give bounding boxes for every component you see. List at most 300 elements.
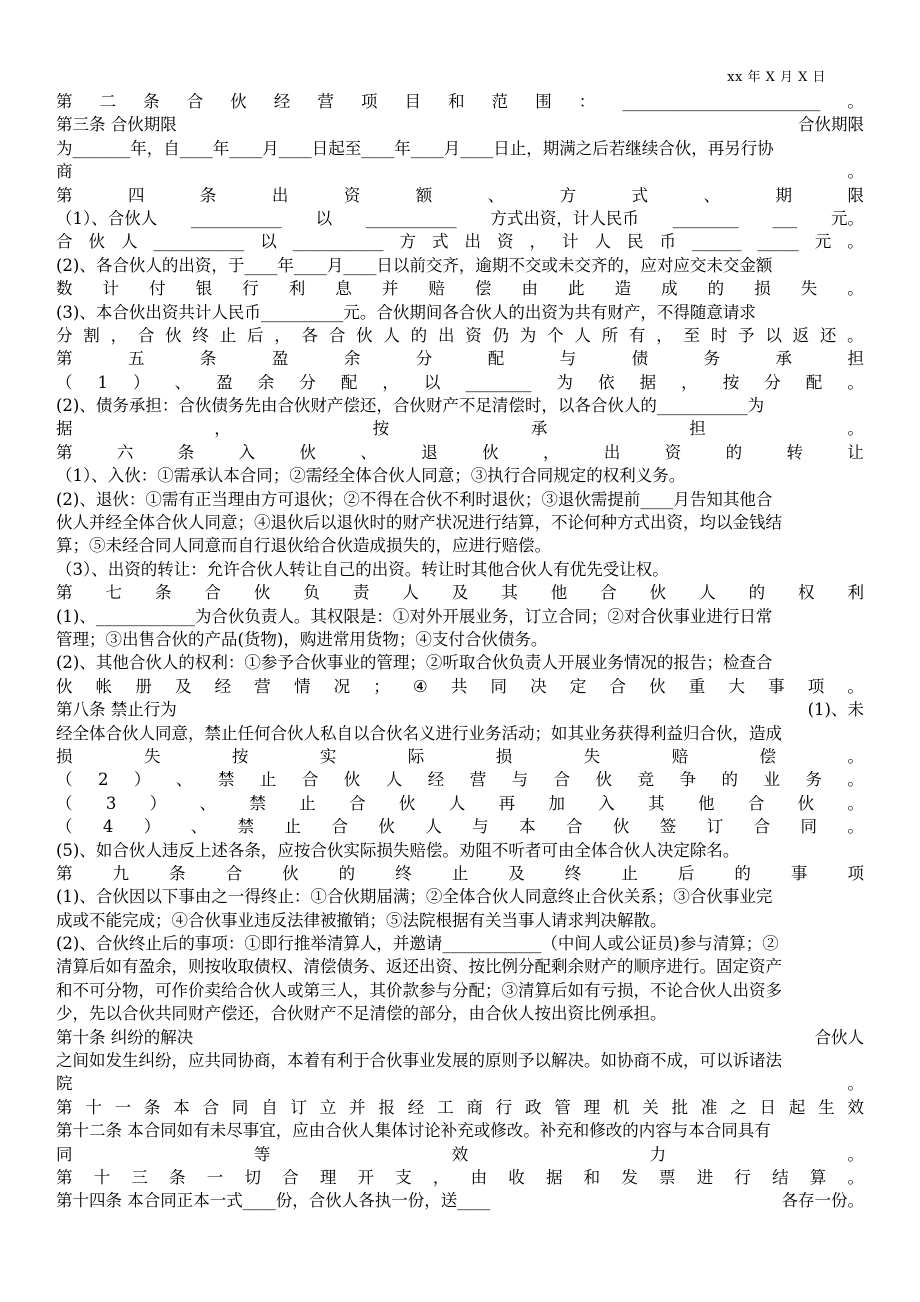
text-line — [56, 464, 864, 487]
text-segment: 的 — [707, 279, 725, 299]
text-segment: 止 — [299, 793, 316, 813]
text-segment: 第 — [56, 92, 73, 111]
text-line — [56, 651, 864, 674]
text-segment: 和 — [448, 92, 465, 111]
text-line — [56, 160, 864, 183]
text-segment: ___________ — [365, 208, 457, 228]
text-segment: ④ — [412, 676, 428, 696]
text-segment: 禁 — [217, 770, 235, 790]
text-line — [56, 558, 864, 581]
text-line — [56, 441, 864, 464]
text-segment: 业 — [763, 770, 780, 790]
text-segment: 成 — [661, 279, 678, 299]
text-segment: 各存一份。 — [781, 1191, 864, 1211]
text-segment: 生 — [818, 1097, 835, 1117]
text-segment: (1)、未 — [807, 700, 864, 720]
text-segment: 第 — [56, 863, 73, 883]
document-date: xx 年 X 月 X 日 — [727, 70, 826, 85]
text-segment: 盈 — [271, 349, 289, 369]
text-segment: 此 — [568, 279, 585, 299]
text-segment: 以 — [315, 208, 333, 228]
text-segment: 各 — [301, 325, 319, 345]
text-segment: 行 — [242, 279, 259, 299]
text-line — [56, 488, 864, 511]
text-segment: 利 — [847, 583, 864, 603]
text-segment: 依 — [598, 372, 615, 392]
text-segment: 个 — [547, 325, 564, 345]
text-segment: （ — [56, 817, 73, 837]
contract-body — [56, 90, 864, 1213]
text-segment: 按 — [231, 746, 249, 766]
text-segment: 人 — [594, 232, 611, 252]
text-segment: 和不可分物，可作价卖给合伙人或第三人，其价款参与分配；③清算后如有亏损，不论合伙人出资多 — [56, 980, 782, 1000]
text-segment: 目 — [404, 92, 421, 111]
text-segment: 本 — [173, 1097, 190, 1117]
text-segment: 等 — [253, 1144, 271, 1164]
text-segment: 伙 — [56, 676, 73, 696]
text-segment: 及 — [451, 583, 469, 603]
text-segment: 配 — [805, 372, 823, 392]
text-segment: 3 — [105, 793, 117, 813]
text-segment: 条 — [177, 442, 195, 462]
text-segment: 项 — [847, 863, 864, 883]
text-segment: 伙 — [253, 583, 271, 603]
text-segment: 院 — [56, 1074, 73, 1094]
text-segment: 数 — [56, 279, 73, 299]
text-line — [56, 745, 864, 768]
text-line — [56, 979, 864, 1002]
text-segment: 损 — [56, 746, 73, 766]
text-segment: 及 — [508, 863, 525, 883]
text-segment: 管 — [554, 1097, 571, 1117]
text-segment: 的 — [410, 325, 428, 345]
text-segment: (2)、债务承担：合伙债务先由合伙财产偿还，合伙财产不足清偿时，以各合伙人的___________为 — [56, 396, 765, 416]
text-segment: 第 — [56, 583, 73, 603]
text-segment: 合 — [301, 770, 319, 790]
text-segment: ， — [274, 325, 291, 345]
text-segment: 盈 — [216, 372, 233, 392]
text-segment: 机 — [612, 1097, 630, 1117]
text-segment: 第 — [56, 442, 73, 462]
text-segment: 按 — [722, 372, 740, 392]
text-segment: 终 — [564, 863, 582, 883]
text-segment: 。 — [847, 676, 864, 696]
text-segment: 合 — [328, 325, 346, 345]
text-segment: 按 — [372, 419, 390, 439]
text-segment: 所 — [601, 325, 619, 345]
text-segment: 伙 — [299, 442, 316, 462]
text-segment: 。 — [847, 1144, 864, 1164]
text-segment: 第 — [56, 349, 73, 369]
text-segment: 币 — [659, 232, 676, 252]
text-line — [56, 1143, 864, 1166]
text-segment: 政 — [525, 1097, 542, 1117]
text-segment: (1)、合伙因以下事由之一得终止：①合伙期届满；②全体合伙人同意终止合伙关系；③合伙事业完 — [56, 887, 773, 907]
text-segment: 决 — [530, 676, 547, 696]
text-segment: 第十二条 本合同如有未尽事宜，应由合伙人集体讨论补充或修改。补充和修改的内容与本合同具有 — [56, 1121, 771, 1141]
text-line — [56, 184, 864, 207]
text-segment: 合 — [186, 92, 204, 111]
text-segment: 后 — [246, 325, 264, 345]
text-segment: 结 — [772, 1167, 789, 1187]
text-segment: 合 — [331, 817, 348, 837]
text-segment: 割 — [83, 325, 100, 345]
text-segment: 关 — [642, 1097, 659, 1117]
text-segment: 担 — [847, 349, 864, 369]
text-line — [56, 207, 864, 230]
text-segment: 条 — [143, 1097, 161, 1117]
text-line — [56, 1119, 864, 1142]
text-segment: 伙人并经全体合伙人同意；④退伙后以退伙时的财产状况进行结算，不论何种方式出资，均以金钱结 — [56, 513, 782, 533]
text-segment: 损 — [754, 279, 771, 299]
text-segment: 。 — [847, 793, 864, 813]
text-segment: 人 — [574, 325, 591, 345]
text-segment: （3）、出资的转让：允许合伙人转让自己的出资。转让时其他合伙人有优先受让权。 — [56, 559, 669, 579]
text-segment: 伙 — [612, 817, 630, 837]
text-segment: 商 — [466, 1097, 483, 1117]
text-line — [56, 394, 864, 417]
text-segment: 第十条 纠纷的解决 — [56, 1027, 194, 1047]
text-segment: 负 — [303, 583, 320, 603]
text-line — [56, 347, 864, 370]
text-segment: 转 — [786, 442, 803, 462]
text-segment: 让 — [847, 442, 864, 462]
text-segment: 十 — [85, 1097, 102, 1117]
text-segment: （ — [56, 793, 73, 813]
text-segment: 际 — [407, 746, 425, 766]
text-segment: 力 — [649, 1144, 667, 1164]
text-line — [56, 254, 864, 277]
text-segment: 本 — [519, 817, 536, 837]
text-segment: 条 — [169, 1167, 186, 1187]
text-segment: ， — [656, 325, 673, 345]
text-line — [56, 581, 864, 604]
text-segment: 二 — [99, 92, 117, 111]
text-segment: 效 — [451, 1144, 469, 1164]
text-segment: 计 — [102, 279, 120, 299]
text-segment: ， — [543, 442, 560, 462]
text-segment: 止 — [259, 770, 277, 790]
text-segment: 事 — [768, 676, 785, 696]
text-segment: 债 — [631, 349, 649, 369]
text-line — [56, 137, 864, 160]
text-segment: 以 — [423, 372, 441, 392]
text-segment: 终 — [192, 325, 209, 345]
text-segment: 进 — [696, 1167, 714, 1187]
text-segment: 条 — [199, 185, 217, 205]
text-segment: 伙 — [378, 817, 395, 837]
text-segment: (2)、退伙：①需有正当理由方可退伙；②不得在合伙不利时退伙；③退伙需提前____月告知其他合 — [56, 489, 773, 509]
text-segment: 由 — [470, 1167, 488, 1187]
text-segment: （ — [56, 770, 73, 790]
text-segment: 失 — [583, 746, 601, 766]
text-segment: ________ — [465, 372, 532, 392]
text-segment: 分 — [415, 349, 433, 369]
text-segment: (1)、____________为合伙负责人。其权限是：①对外开展业务，订立合同；②对合伙事业进行日常 — [56, 606, 773, 626]
text-segment: ， — [529, 232, 546, 252]
text-segment: 禁 — [249, 793, 266, 813]
text-line — [56, 1072, 864, 1095]
text-segment: 伙 — [165, 325, 182, 345]
text-segment: 订 — [706, 817, 724, 837]
text-segment: 的 — [748, 583, 766, 603]
text-segment: 同 — [800, 817, 817, 837]
text-segment: 合 — [282, 1167, 299, 1187]
text-segment: 围 — [535, 92, 552, 111]
text-segment: 十 — [93, 1167, 111, 1187]
text-line — [56, 417, 864, 440]
text-segment: 有 — [628, 325, 646, 345]
text-segment: 资 — [664, 442, 682, 462]
text-segment: 合 — [600, 583, 617, 603]
text-segment: 同 — [490, 676, 508, 696]
text-segment: 权 — [798, 583, 815, 603]
text-segment: 伙 — [282, 863, 299, 883]
text-segment: 并 — [381, 279, 399, 299]
text-segment: 四 — [127, 185, 145, 205]
text-line — [56, 698, 864, 721]
text-segment: 他 — [550, 583, 568, 603]
text-line — [56, 113, 864, 136]
text-segment: 据 — [545, 1167, 563, 1187]
text-segment: 第 — [56, 1167, 73, 1187]
text-segment: 。 — [847, 92, 864, 111]
text-segment: 。 — [847, 162, 864, 182]
text-line — [56, 1026, 864, 1049]
text-segment: 。 — [847, 372, 864, 392]
text-segment: 、 — [487, 185, 505, 205]
text-line — [56, 1049, 864, 1072]
text-segment: ） — [143, 817, 161, 837]
text-segment: 第 — [56, 1097, 73, 1117]
text-segment: ________ — [672, 208, 739, 228]
text-segment: 帐 — [95, 676, 113, 696]
text-line — [56, 909, 864, 932]
text-segment: 方 — [399, 232, 416, 252]
text-segment: 伙 — [398, 793, 416, 813]
text-segment: 与 — [559, 349, 577, 369]
text-segment: 时 — [710, 325, 728, 345]
text-segment: 承 — [530, 419, 548, 439]
text-line — [56, 277, 864, 300]
text-segment: 。 — [847, 1167, 864, 1187]
text-segment: 册 — [135, 676, 152, 696]
text-segment: 资 — [465, 325, 482, 345]
text-segment: 出 — [464, 232, 481, 252]
text-segment: 资 — [343, 185, 361, 205]
text-segment: 开 — [357, 1167, 374, 1187]
text-segment: 为_______年，自____年____月____日起至____年____月____日止，期满之后若继续合伙，再另行协 — [56, 138, 774, 158]
text-segment: 合伙人 — [814, 1027, 864, 1047]
text-segment: 务 — [703, 349, 721, 369]
text-segment: 分 — [764, 372, 781, 392]
text-segment: 予 — [738, 325, 755, 345]
text-segment: 仍 — [492, 325, 509, 345]
text-segment: 银 — [195, 279, 213, 299]
text-segment: 一 — [114, 1097, 132, 1117]
text-segment: 批 — [671, 1097, 689, 1117]
text-segment: 一 — [206, 1167, 224, 1187]
text-segment: 合 — [202, 1097, 220, 1117]
text-segment: 元。 — [830, 208, 864, 228]
text-segment: 返 — [792, 325, 810, 345]
text-segment: 商 — [56, 162, 73, 182]
text-segment: 禁 — [237, 817, 255, 837]
text-segment: ， — [214, 419, 231, 439]
text-segment: 范 — [491, 92, 509, 111]
text-segment: 、 — [175, 770, 193, 790]
text-segment: 由 — [521, 279, 538, 299]
text-segment: 成或不能完成；④合伙事业违反法律被撤销；⑤法院根据有关当事人请求判决解散。 — [56, 910, 667, 930]
text-segment: 条 — [154, 583, 172, 603]
text-line — [56, 230, 864, 253]
text-segment: 损 — [495, 746, 513, 766]
text-segment: 还 — [819, 325, 837, 345]
text-segment: 与 — [511, 770, 529, 790]
text-segment: 况 — [333, 676, 351, 696]
text-segment: (2)、各合伙人的出资，于____年____月____日以前交齐，逾期不交或未交齐的，应对应交未交金额 — [56, 255, 773, 275]
text-segment: 合伙期限 — [798, 115, 864, 135]
text-line — [56, 1189, 864, 1212]
text-segment: 合 — [609, 676, 626, 696]
text-segment: 据 — [56, 419, 73, 439]
text-segment: 责 — [352, 583, 370, 603]
text-segment: 并 — [349, 1097, 366, 1117]
text-segment: 第 — [56, 185, 73, 205]
text-segment: 后 — [677, 863, 695, 883]
text-segment: 起 — [788, 1097, 806, 1117]
text-segment: 条 — [143, 92, 160, 111]
text-segment: 收 — [508, 1167, 525, 1187]
text-segment: 余 — [343, 349, 361, 369]
text-segment: 计 — [562, 232, 579, 252]
text-segment: 他 — [697, 793, 715, 813]
text-segment: 其 — [648, 793, 665, 813]
text-segment: 理 — [319, 1167, 337, 1187]
text-segment: 、 — [703, 185, 721, 205]
text-segment: ； — [373, 676, 390, 696]
text-segment: 、 — [174, 372, 192, 392]
text-segment: 六 — [116, 442, 134, 462]
text-line — [56, 1166, 864, 1189]
text-segment: 。 — [847, 1074, 864, 1094]
text-line — [56, 628, 864, 651]
text-line — [56, 675, 864, 698]
text-line — [56, 839, 864, 862]
text-segment: 人 — [385, 770, 403, 790]
text-segment: 同 — [56, 1144, 73, 1164]
text-segment: 经 — [427, 770, 445, 790]
text-segment: 合 — [753, 817, 771, 837]
text-segment: 经 — [407, 1097, 425, 1117]
text-segment: 息 — [335, 279, 352, 299]
text-segment: 、 — [360, 442, 377, 462]
text-segment: 退 — [421, 442, 438, 462]
text-segment: 偿 — [474, 279, 492, 299]
text-segment: 失 — [143, 746, 161, 766]
text-segment: 担 — [689, 419, 706, 439]
text-segment: ______ — [692, 232, 742, 252]
text-segment: ， — [110, 325, 128, 345]
text-segment: 以 — [765, 325, 782, 345]
text-segment: 分 — [299, 372, 316, 392]
text-line — [56, 1002, 864, 1025]
text-segment: 理 — [583, 1097, 601, 1117]
text-segment: 。 — [847, 746, 864, 766]
text-segment: 人 — [121, 232, 138, 252]
text-segment: 合 — [137, 325, 155, 345]
text-segment: 竞 — [637, 770, 655, 790]
text-segment: 式 — [432, 232, 449, 252]
text-line — [56, 862, 864, 885]
text-segment: 。 — [847, 232, 864, 252]
text-segment: ： — [578, 92, 596, 111]
text-segment: _____ — [757, 232, 799, 252]
text-segment: 赔 — [428, 279, 445, 299]
text-segment: 条 — [199, 349, 217, 369]
text-segment: 算；⑤未经合同人同意而自行退伙给合伙造成损失的，应进行赔偿。 — [56, 536, 551, 556]
text-segment: 方式出资，计人民币 — [490, 208, 639, 228]
text-segment: 九 — [112, 863, 130, 883]
text-segment: 额 — [415, 185, 433, 205]
text-segment: 止 — [621, 863, 638, 883]
text-line — [56, 768, 864, 791]
text-segment: 经全体合伙人同意，禁止任何合伙人私自以合伙名义进行业务活动；如其业务获得利益归合伙，造成 — [56, 723, 782, 743]
text-segment: ） — [149, 793, 167, 813]
text-segment: (2)、合伙终止后的事项：①即行推举清算人，并邀请____________（中间人或公证员)参与清算；② — [56, 934, 779, 954]
text-segment: 。 — [847, 279, 864, 299]
text-segment: 和 — [583, 1167, 601, 1187]
text-segment: 项 — [807, 676, 825, 696]
text-segment: 管理；③出售合伙的产品(货物)，购进常用货物；④支付合伙债务。 — [56, 629, 548, 649]
text-segment: 的 — [734, 863, 751, 883]
text-segment: 资 — [497, 232, 514, 252]
text-line — [56, 605, 864, 628]
text-segment: 算 — [809, 1167, 827, 1187]
text-segment: 伙 — [482, 442, 499, 462]
text-segment: 伙 — [88, 232, 105, 252]
text-segment: 行 — [734, 1167, 751, 1187]
text-segment: 利 — [288, 279, 306, 299]
text-segment: ___________ — [153, 232, 245, 252]
text-segment: 伙 — [797, 793, 815, 813]
text-segment: 报 — [378, 1097, 395, 1117]
text-segment: 自 — [261, 1097, 278, 1117]
text-segment: 承 — [775, 349, 793, 369]
text-segment: 伙 — [356, 325, 373, 345]
text-segment: 。 — [847, 325, 864, 345]
text-segment: 的 — [721, 770, 738, 790]
text-segment: 以 — [260, 232, 277, 252]
text-segment: ， — [382, 372, 399, 392]
text-segment: 为 — [556, 372, 574, 392]
text-segment: 第三条 合伙期限 — [56, 115, 177, 135]
text-segment: 限 — [847, 185, 864, 205]
text-segment: 人 — [402, 583, 419, 603]
text-segment: 争 — [679, 770, 697, 790]
text-segment: 少，先以合伙共同财产偿还，合伙财产不足清偿的部分，由合伙人按出资比例承担。 — [56, 1004, 667, 1024]
text-segment: 合 — [349, 793, 366, 813]
text-segment: 入 — [238, 442, 256, 462]
text-segment: 同 — [231, 1097, 249, 1117]
text-segment: 合 — [204, 583, 221, 603]
text-line — [56, 885, 864, 908]
text-segment: 经 — [214, 676, 232, 696]
text-segment: 务 — [805, 770, 822, 790]
text-line — [56, 955, 864, 978]
text-segment: 票 — [659, 1167, 676, 1187]
text-segment: 为 — [519, 325, 537, 345]
